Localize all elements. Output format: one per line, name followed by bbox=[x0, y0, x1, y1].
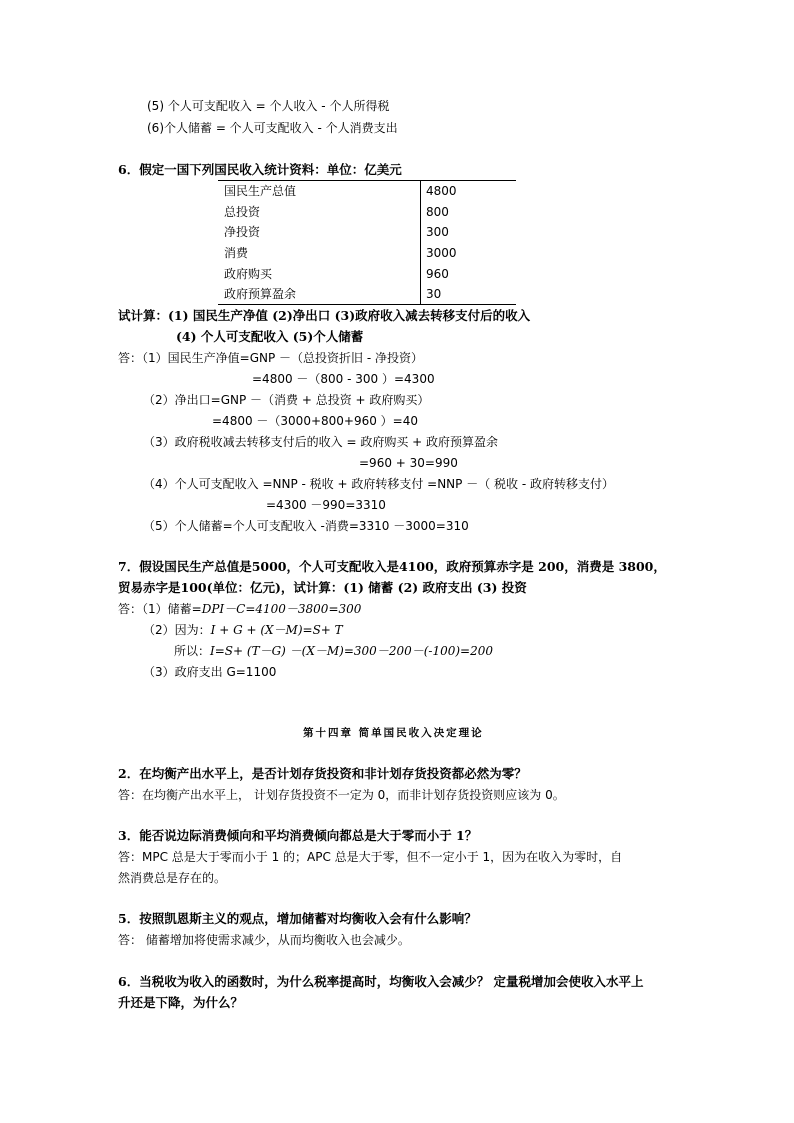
table-cell-value: 30 bbox=[426, 287, 442, 301]
q7-answer-2-formula: I + G + (X－M)=S+ T bbox=[210, 623, 343, 637]
table-cell-name: 消费 bbox=[224, 246, 249, 260]
formula-item-5: (5) 个人可支配收入 = 个人收入 - 个人所得税 bbox=[147, 99, 390, 113]
q3-answer-line-1: 答：MPC 总是大于零而小于 1 的；APC 总是大于零，但不一定小于 1，因为在收入为零时，自 bbox=[118, 850, 623, 864]
q7-answer-2b-formula: I=S+ (T－G) －(X－M)=300－200－(-100)=200 bbox=[210, 644, 494, 658]
q2-answer: 答：在均衡产出水平上， 计划存货投资不一定为 0，而非计划存货投资则应该为 0。 bbox=[118, 788, 565, 802]
q6-answer-4: （4）个人可支配收入 =NNP - 税收 + 政府转移支付 =NNP －（ 税收 - 政府转移支付） bbox=[143, 477, 614, 491]
q7-answer-2-prefix: （2）因为： bbox=[143, 623, 211, 637]
q7-answer-2 bbox=[143, 622, 343, 638]
table-row bbox=[218, 222, 516, 242]
table-cell-value: 960 bbox=[426, 267, 449, 281]
table-cell-name: 政府预算盈余 bbox=[224, 287, 297, 301]
table-cell-name: 政府购买 bbox=[224, 267, 273, 281]
q6-answer-5: （5）个人储蓄=个人可支配收入 -消费=3310 －3000=310 bbox=[143, 519, 469, 533]
q6-answer-1-calc: =4800 －（800 - 300 ）=4300 bbox=[252, 372, 435, 386]
q7-answer-3: （3）政府支出 G=1100 bbox=[143, 665, 277, 679]
table-cell-name: 净投资 bbox=[224, 225, 261, 239]
q5-answer: 答： 储蓄增加将使需求减少，从而均衡收入也会减少。 bbox=[118, 933, 410, 947]
q6-answer-2: （2）净出口=GNP －（消费 + 总投资 + 政府购买） bbox=[143, 393, 430, 407]
q6b-title-line-1: 6．当税收为收入的函数时，为什么税率提高时，均衡收入会减少？ 定量税增加会使收入水平上 bbox=[118, 974, 644, 989]
q6-answer-1: 答：（1）国民生产净值=GNP －（总投资折旧 - 净投资） bbox=[118, 351, 423, 365]
q6-task-line-2: (4) 个人可支配收入 (5)个人储蓄 bbox=[176, 329, 364, 344]
table-bottom-rule bbox=[218, 304, 516, 305]
q6-task-line-1: 试计算：(1) 国民生产净值 (2)净出口 (3)政府收入减去转移支付后的收入 bbox=[118, 308, 531, 323]
q6b-title-line-2: 升还是下降，为什么？ bbox=[118, 995, 244, 1010]
q7-answer-2b-prefix: 所以： bbox=[174, 644, 211, 658]
table-row bbox=[218, 181, 516, 201]
q6-answer-4-calc: =4300 －990=3310 bbox=[266, 498, 386, 512]
q3-title: 3．能否说边际消费倾向和平均消费倾向都总是大于零而小于 1？ bbox=[118, 828, 478, 843]
table-cell-value: 800 bbox=[426, 205, 449, 219]
table-row bbox=[218, 202, 516, 222]
q6-answer-2-calc: =4800 －（3000+800+960 ）=40 bbox=[212, 414, 419, 428]
q6-title: 6．假定一国下列国民收入统计资料：单位：亿美元 bbox=[118, 162, 402, 177]
table-cell-value: 300 bbox=[426, 225, 449, 239]
chapter-heading: 第十四章 简单国民收入决定理论 bbox=[303, 727, 484, 739]
q3-answer-line-2: 然消费总是存在的。 bbox=[118, 871, 227, 885]
q2-title: 2．在均衡产出水平上，是否计划存货投资和非计划存货投资都必然为零？ bbox=[118, 766, 527, 781]
q7-answer-1-prefix: 答：（1）储蓄 bbox=[118, 602, 192, 616]
q6-answer-3: （3）政府税收减去转移支付后的收入 = 政府购买 + 政府预算盈余 bbox=[143, 435, 499, 449]
q7-title-line-2: 贸易赤字是100(单位：亿元)，试计算：(1) 储蓄 (2) 政府支出 (3) 投资 bbox=[118, 580, 527, 595]
formula-item-6: (6)个人储蓄 = 个人可支配收入 - 个人消费支出 bbox=[147, 121, 398, 135]
q6-answer-3-calc: =960 + 30=990 bbox=[359, 456, 458, 470]
q7-title-line-1: 7．假设国民生产总值是5000，个人可支配收入是4100，政府预算赤字是 200，消费是 3800， bbox=[118, 559, 666, 574]
q7-answer-2b bbox=[174, 643, 493, 659]
table-cell-name: 国民生产总值 bbox=[224, 184, 297, 198]
table-row bbox=[218, 264, 516, 284]
q7-answer-1 bbox=[118, 601, 361, 617]
q5-title: 5．按照凯恩斯主义的观点，增加储蓄对均衡收入会有什么影响？ bbox=[118, 911, 477, 926]
table-cell-value: 4800 bbox=[426, 184, 457, 198]
q7-answer-1-formula: =DPI－C=4100－3800=300 bbox=[191, 602, 362, 616]
table-row bbox=[218, 284, 516, 304]
table-cell-value: 3000 bbox=[426, 246, 457, 260]
table-row bbox=[218, 243, 516, 263]
table-cell-name: 总投资 bbox=[224, 205, 261, 219]
